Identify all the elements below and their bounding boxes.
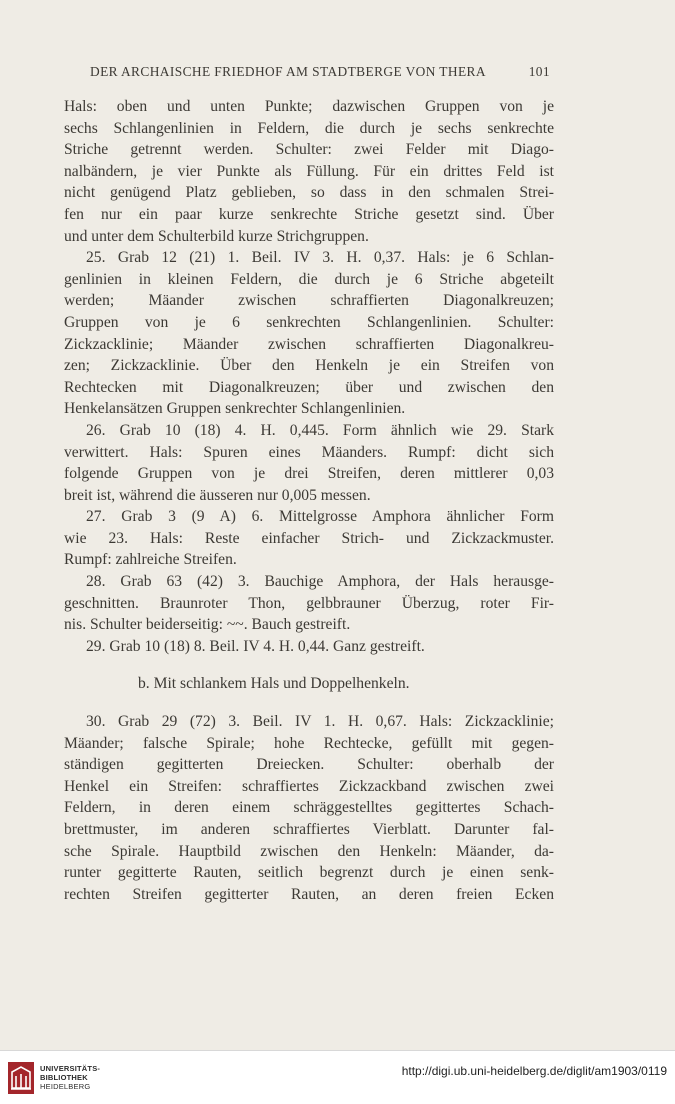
body-text bbox=[64, 96, 554, 905]
text-line: sche Spirale. Hauptbild zwischen den Henkeln: Mäander, da- bbox=[64, 842, 554, 860]
text-line: Striche getrennt werden. Schulter: zwei Felder mit Diago- bbox=[64, 141, 554, 159]
text-line: genlinien in kleinen Feldern, die durch je 6 Striche abgeteilt bbox=[64, 270, 554, 288]
section-heading: b. Mit schlankem Hals und Doppelhenkeln. bbox=[138, 675, 410, 693]
text-line: 30. Grab 29 (72) 3. Beil. IV 1. H. 0,67. Hals: Zickzacklinie; bbox=[86, 713, 554, 731]
text-line: folgende Gruppen von je drei Streifen, deren mittlerer 0,03 bbox=[64, 465, 554, 483]
text-line: 29. Grab 10 (18) 8. Beil. IV 4. H. 0,44. Ganz gestreift. bbox=[86, 637, 425, 655]
text-line: nalbändern, je vier Punkte als Füllung. Für ein drittes Feld ist bbox=[64, 162, 554, 180]
text-line: fen nur ein paar kurze senkrechte Striche gesetzt sind. Über bbox=[64, 205, 554, 223]
text-line: verwittert. Hals: Spuren eines Mäanders. Rumpf: dicht sich bbox=[64, 443, 554, 461]
text-line: Hals: oben und unten Punkte; dazwischen Gruppen von je bbox=[64, 98, 554, 115]
text-line: nis. Schulter beiderseitig: ~~. Bauch gestreift. bbox=[64, 616, 351, 634]
text-line: geschnitten. Braunroter Thon, gelbbrauner Überzug, roter Fir- bbox=[64, 594, 554, 612]
text-line: ständigen gegitterten Dreiecken. Schulter: oberhalb der bbox=[64, 756, 554, 774]
footer-bar bbox=[0, 1050, 675, 1104]
text-line: 25. Grab 12 (21) 1. Beil. IV 3. H. 0,37. Hals: je 6 Schlan- bbox=[86, 249, 554, 267]
text-line: brettmuster, im anderen schraffiertes Vierblatt. Darunter fal- bbox=[64, 821, 554, 838]
text-line: wie 23. Hals: Reste einfacher Strich- und Zickzackmuster. bbox=[64, 529, 554, 547]
institution-name: UNIVERSITÄTS- BIBLIOTHEK HEIDELBERG bbox=[40, 1064, 101, 1091]
text-line: Zickzacklinie; Mäander zwischen schraffierten Diagonalkreu- bbox=[64, 335, 554, 353]
text-line: zen; Zickzacklinie. Über den Henkeln je ein Streifen von bbox=[64, 357, 554, 375]
text-line: Gruppen von je 6 senkrechten Schlangenlinien. Schulter: bbox=[64, 313, 554, 331]
text-line: Rumpf: zahlreiche Streifen. bbox=[64, 551, 237, 569]
page-number: 101 bbox=[528, 64, 550, 79]
text-line: 27. Grab 3 (9 A) 6. Mittelgrosse Amphora ähnlicher Form bbox=[86, 508, 554, 526]
text-line: 26. Grab 10 (18) 4. H. 0,445. Form ähnlich wie 29. Stark bbox=[86, 421, 554, 439]
text-line: nicht genügend Platz geblieben, so dass in den schmalen Strei- bbox=[64, 184, 554, 202]
text-line: rechten Streifen gegitterter Rauten, an deren freien Ecken bbox=[64, 885, 554, 903]
running-header bbox=[90, 64, 550, 80]
text-line: breit ist, während die äusseren nur 0,005 messen. bbox=[64, 486, 371, 504]
text-line: Henkelansätzen Gruppen senkrechter Schlangenlinien. bbox=[64, 400, 406, 418]
text-line: Feldern, in deren einem schräggestelltes gegittertes Schach- bbox=[64, 799, 554, 817]
text-line: 28. Grab 63 (42) 3. Bauchige Amphora, der Hals herausge- bbox=[86, 573, 554, 591]
text-line: Rechtecken mit Diagonalkreuzen; über und zwischen den bbox=[64, 378, 554, 396]
text-line: werden; Mäander zwischen schraffierten Diagonalkreuzen; bbox=[64, 292, 554, 310]
text-line: Henkel ein Streifen: schraffiertes Zickzackband zwischen zwei bbox=[64, 777, 554, 795]
permalink-url[interactable]: http://digi.ub.uni-heidelberg.de/diglit/am1903/0119 bbox=[401, 1064, 667, 1078]
paragraph-block-b bbox=[64, 711, 554, 905]
paragraph-block-a bbox=[64, 96, 554, 657]
text-line: sechs Schlangenlinien in Feldern, die durch je sechs senkrechte bbox=[64, 119, 554, 137]
text-line: Mäander; falsche Spirale; hohe Rechtecke, gefüllt mit gegen- bbox=[64, 734, 554, 752]
text-line: runter gegitterte Rauten, seitlich begrenzt durch je einen senk- bbox=[64, 864, 554, 882]
running-title: DER ARCHAISCHE FRIEDHOF AM STADTBERGE VON THERA bbox=[90, 64, 486, 79]
library-logo-icon bbox=[8, 1062, 34, 1094]
text-line: und unter dem Schulterbild kurze Strichgruppen. bbox=[64, 227, 369, 245]
